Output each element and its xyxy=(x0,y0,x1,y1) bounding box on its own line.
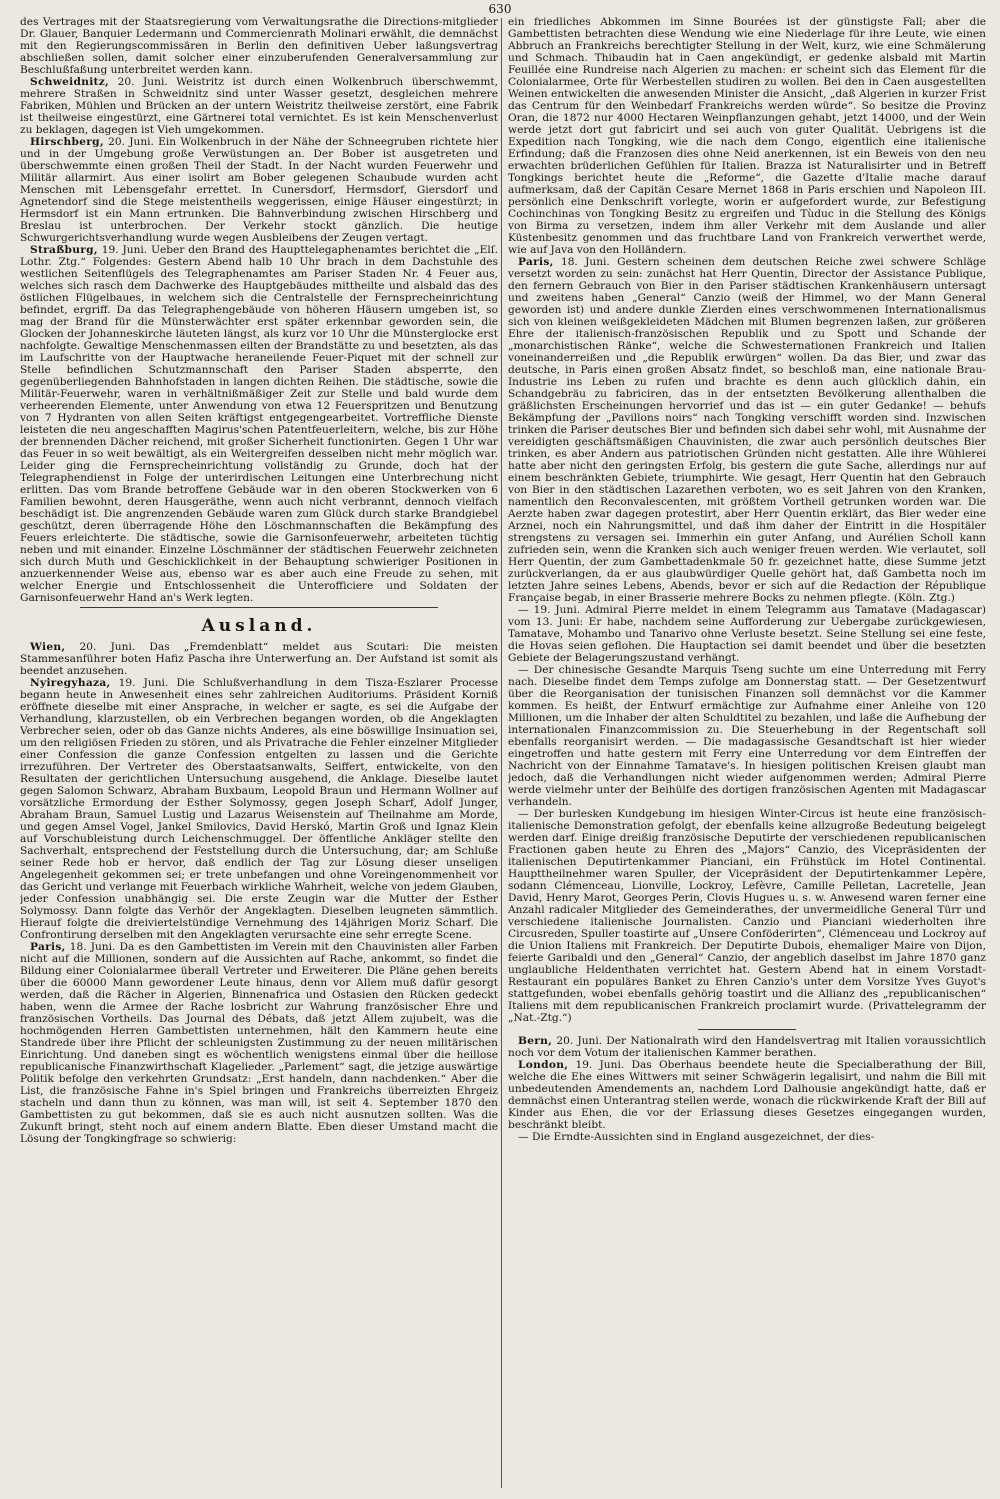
section-heading-ausland: Ausland. xyxy=(201,616,317,636)
dateline-nyiregyhaza: Nyiregyhaza, xyxy=(30,677,111,689)
article-demonstration: — Der burlesken Kundgebung im hiesigen Winter-Circus ist heute eine französisch-italienische Demonstration gefolgt, der ebenfalls keine allzugroße Bedeutung beigelegt werden darf. Einige dreißig französische Deputirte der verschiedenen republicanischen Fractionen gaben heute zu Ehren des „Majors“ Canzio, des Vicepräsidenten der italienischen Deputirtenkammer Pianciani, ein Frühstück im Hotel Continental. Haupttheilnehmer waren Spuller, der Vicepräsident der Deputirtenkammer Lepère, sodann Clémenceau, Lionville, Lockroy, Lefèvre, Camille Pelletan, Lacretelle, Jean David, Henry Marot, Georges Perin, Clovis Hugues u. s. w. Anwesend waren ferner eine Anzahl radicaler Mitglieder des Gemeinderathes, der unvermeidliche General Türr und verschiedene italienische Journalisten. Canzio und Pianciani wiederholten ihre Circusreden, Spuller toastirte auf „Unsere Conföderirten“, Clémenceau und Lockroy auf die Union Italiens mit Frankreich. Der Deputirte Dubois, ehemaliger Maire von Dijon, feierte Garibaldi und den „General“ Canzio, der angeblich daselbst im Jahre 1870 ganz unglaubliche Heldenthaten verrichtet hat. Gestern Abend hat in einem Vorstadt-Restaurant ein populäres Banket zu Ehren Canzio's unter dem Vorsitze Yves Guyot's stattgefunden, wobei ebenfalls gehörig toastirt und die Allianz des „republicanischen“ Italiens mit dem republicanischen Frankreich proclamirt wurde. (Privattelegramm der „Nat.-Ztg.“) xyxy=(508,808,986,1024)
dateline-schweidnitz: Schweidnitz, xyxy=(30,76,110,88)
article-text: 19. Juni. Ueber den Brand des Haupttelegaphenamtes berichtet die „Elſ. Lothr. Ztg.“ Folgendes: Gestern Abend halb 10 Uhr brach in dem Dachstuhle des westlichen Seitenflügels des Telegraphenamtes am Pariser Staden Nr. 4 Feuer aus, welches sich rasch dem Dachwerke des Hauptgebäudes mittheilte und alsbald das des östlichen Flügelbaues, in welchem sich die Centralstelle der Fernsprecheinrichtung befindet, ergriff. Da das Telegraphengebäude von höheren Häusern umgeben ist, so mag der Brand für die Münsterwächter erst später erkennbar geworden sein, die Glocken der Johanneskirche läuteten längst, als kurz vor 10 Uhr die Münsterglocke erst nachfolgte. Gewaltige Menschenmassen eilten der Brandstätte zu und besetzten, als das im Laufschritte von der Hauptwache heraneilende Feuer-Piquet mit der schnell zur Stelle befindlichen Schutzmannschaft den Pariser Staden absperrte, den gegenüberliegenden Bahnhofstaden in langen dichten Reihen. Die städtische, sowie die Militär-Feuerwehr, waren in verhältnißmäßiger Zeit zur Stelle und bald wurde dem verheerenden Elemente, unter Anwendung von etwa 12 Feuerspritzen und Benutzung von 7 Hydranten von allen Seiten kräftigst entgegengearbeitet. Vortreffliche Dienste leisteten die neu angeschafften Magirus'schen Patentfeuerleitern, welche, bis zur Höhe der brennenden Dächer reichend, mit großer Sicherheit functionirten. Gegen 1 Uhr war das Feuer in so weit bewältigt, als ein Weitergreifen desselben nicht mehr möglich war. Leider ging die Fernsprecheinrichtung vollständig zu Grunde, doch hat der Telegraphendienst in Folge der unterirdischen Leitungen eine Unterbrechung nicht erlitten. Das vom Brande betroffene Gebäude war in den oberen Stockwerken von 6 Familien bewohnt, deren Hausgeräthe, wenn auch nicht verbrannt, dennoch vielfach beschädigt ist. Die angrenzenden Gebäude waren zum Glück durch starke Brandgiebel geschützt, deren überragende Höhe den Löschmannschaften die Bekämpfung des Feuers erleichterte. Die städtische, sowie die Garnisonfeuerwehr, arbeiteten tüchtig neben und mit einander. Einzelne Löschmänner der städtischen Feuerwehr zeichneten sich durch Muth und Geschicklichkeit in der Behauptung schwieriger Positionen in anzuerkennender Weise aus, ebenso war es aber auch eine Freude zu sehen, mit welcher Energie und Entschlossenheit die Unterofficiere und Soldaten der Garnisonfeuerwehr Hand an's Werk legten. xyxy=(20,244,498,604)
right-column xyxy=(508,16,986,1491)
article-chinesische-gesandte: — Der chinesische Gesandte Marquis Tseng suchte um eine Unterredung mit Ferry nach. Dieselbe findet dem Temps zufolge am Donnerstag statt. — Der Gesetzentwurf über die Reorganisation der tunisischen Finanzen soll demnächst vor die Kammer kommen. Es heißt, der Entwurf ermächtige zur Aufnahme einer Anleihe von 120 Millionen, um die Inhaber der alten Schuldtitel zu bezahlen, und laße die Aufhebung der internationalen Finanzcommission zu. Die Steuerhebung in der Regentschaft soll ebenfalls reorganisirt werden. — Die madagassische Gesandtschaft ist hier wieder eingetroffen und hatte gestern mit Ferry eine Unterredung vor dem Eintreffen der Nachricht von der Einnahme Tamatave's. In hiesigen politischen Kreisen glaubt man jedoch, daß die Verhandlungen nicht wieder aufgenommen werden; Admiral Pierre werde vielmehr unter der Beihülfe des dortigen französischen Agenten mit Madagascar verhandeln. xyxy=(508,664,986,808)
column-divider xyxy=(501,18,502,1488)
article-nyiregyhaza xyxy=(20,677,498,941)
article-text: 18. Juni. Gestern scheinen dem deutschen Reiche zwei schwere Schläge versetzt worden zu sein: zunächst hat Herr Quentin, Director der Assistance Publique, den fernern Gebrauch von Bier in den Pariser städtischen Krankenhäusern untersagt und zweitens haben „General“ Canzio (weiß der Himmel, wo der Mann General geworden ist) und andere dunkle Zierden eines verschwommenen Internationalismus sich von kleinen weißgekleideten Mädchen mit Blumen begrenzen laßen, zur größeren Ehre der italienisch-französischen Republik und zu Spott und Schande der „monarchistischen Ränke“, welche die Schwesternationen Frankreich und Italien voneinanderreißen und „die Republik erwürgen“ wollen. Da das Bier, und zwar das deutsche, in Paris einen großen Absatz findet, so beschloß man, eine nationale Brau-Industrie ins Leben zu rufen und brachte es denn auch glücklich dahin, ein Schandgebräu zu fabriciren, das in der entsetzten Bevölkerung allenthalben die gräßlichsten Erscheinungen hervorrief und das ist — ein guter Gedanke! — behufs Bekämpfung der „Pavillons noirs“ nach Tongking verschifft worden sind. Inzwischen trinken die Pariser deutsches Bier und befinden sich dabei sehr wohl, mit Ausnahme der vereidigten geschäftsmäßigen Chauvinisten, die zwar auch persönlich deutsches Bier trinken, es aber Andern aus patriotischen Gründen nicht gestatten. Alle ihre Wühlerei hatte aber nicht den geringsten Erfolg, bis gestern die gute Sache, allerdings nur auf einem beschränkten Gebiete, triumphirte. Wie gesagt, Herr Quentin hat den Gebrauch von Bier in den städtischen Lazarethen verboten, wo es seit Jahren von den Kranken, namentlich den Reconvalescenten, mit größtem Vortheil getrunken worden war. Die Aerzte haben zwar dagegen protestirt, aber Herr Quentin erklärt, das Bier weder eine Arznei, noch ein Nahrungsmittel, und daß ihm daher der Eintritt in die Hospitäler strengstens zu versagen sei. Immerhin ein guter Anfang, und Aurélien Scholl kann zufrieden sein, wenn die Kranken sich auch weniger freuen werden. Wie verlautet, soll Herr Quentin, der zum Gambettadenkmale 50 fr. gezeichnet hatte, diese Summe jetzt zurückverlangen, da er aus glaubwürdiger Quelle gehört hat, daß Gambetta noch im letzten Jahre seines Lebens, Abends, bevor er sich auf die Redaction der République Française begab, in einer Brasserie mehrere Bocks zu nehmen pflegte. (Köln. Ztg.) xyxy=(508,256,986,604)
article-strassburg xyxy=(20,244,498,604)
article-continuation: ein friedliches Abkommen im Sinne Bourées ist der günstigste Fall; aber die Gambettisten betrachten diese Wendung wie eine Niederlage für ihre Leute, wie einen Abbruch an Frankreichs berechtigter Stellung in der Welt, kurz, wie eine Schmälerung und Schmach. Thibaudin hat in Caen angekündigt, er gedenke alsbald mit Martin Feuillée eine Rundreise nach Algerien zu machen: er scheint sich das Element für die Colonialarmee, Orte für Werbestellen studiren zu wollen. Bei den in Caen ausgestellten Weinen entwickelten die anwesenden Minister die Ansicht, „daß Algerien in kurzer Frist das Centrum für den Weinbedarf Frankreichs werden würde“. So besitze die Provinz Oran, die 1872 nur 4000 Hectaren Weinpflanzungen gehabt, jetzt 14000, und der Wein werde jetzt dort gut fabricirt und sei auch von guter Qualität. Uebrigens ist die Expedition nach Tongking, wie die nach dem Congo, eigentlich eine italienische Erfindung; daß die Franzosen dies ohne Neid anerkennen, ist ein Beweis von den neu erwachten brüderlichen Gefühlen für Italien. Brazza ist Naturalisirter und in Betreff Tongkings berichtet heute die „Reforme“, die Gazette d'Italie mache darauf aufmerksam, daß der Capitän Cesare Mernet 1868 in Paris erschien und Napoleon III. persönlich eine Denkschrift vorlegte, worin er aufgefordert wurde, zur Befestigung Cochinchinas von Tongking Besitz zu ergreifen und Tùduc in die Stellung des Königs von Birma zu versetzen, indem ihm aller Verkehr mit dem Auslande und aller Küstenbesitz genommen und das fruchtbare Land von Frankreich verwerthet werde, wie auf Java von den Holländern. xyxy=(508,16,986,256)
section-divider xyxy=(80,607,438,608)
article-divider xyxy=(698,1029,796,1030)
dateline-paris: Paris, xyxy=(30,941,66,953)
left-column xyxy=(20,16,498,1491)
article-schweidnitz xyxy=(20,76,498,136)
article-text: 20. Juni. Das „Fremdenblatt“ meldet aus Scutari: Die meisten Stammesanführer boten Hafiz Pascha ihre Unterwerfung an. Der Aufstand ist somit als beendet anzusehen. xyxy=(20,641,498,677)
dateline-hirschberg: Hirschberg, xyxy=(30,136,104,148)
article-tamatave: — 19. Juni. Admiral Pierre meldet in einem Telegramm aus Tamatave (Madagascar) vom 13. Juni: Er habe, nachdem seine Aufforderung zur Uebergabe zurückgewiesen, Tamatave, Mohambo und Tanarivo ohne Verluste besetzt. Seine Stellung sei eine feste, die Hovas seien geflohen. Die Hauptaction sei damit beendet und über die besetzten Gebiete der Belagerungszustand verhängt. xyxy=(508,604,986,664)
dateline-bern: Bern, xyxy=(518,1035,553,1047)
article-text: 19. Juni. Das Oberhaus beendete heute die Specialberathung der Bill, welche die Ehe eines Wittwers mit seiner Schwägerin legalisirt, und nahm die Bill mit unbedeutenden Amendements an, nachdem Lord Dalhousie angekündigt hatte, daß er demnächst einen Unterantrag stellen werde, wonach die rückwirkende Kraft der Bill auf Kinder aus Ehen, die vor der Erlassung dieses Gesetzes eingegangen wurden, beschränkt bleibt. xyxy=(508,1059,986,1131)
dateline-london: London, xyxy=(518,1059,569,1071)
article-london xyxy=(508,1059,986,1131)
article-continuation: des Vertrages mit der Staatsregierung vom Verwaltungsrathe die Directions-mitglieder Dr. Glauer, Banquier Ledermann und Commercienrath Molinari erwählt, die demnächst mit den Regierungscommissären in Berlin den definitiven Ueber laßungsvertrag abschließen sollen, damit solcher einer einzuberufenden Generalversammlung zur Beschlußfaßung unterbreitet werden kann. xyxy=(20,16,498,76)
article-paris xyxy=(20,941,498,1145)
article-text: 20. Juni. Weistritz ist durch einen Wolkenbruch überschwemmt, mehrere Straßen in Schweidnitz sind unter Wasser gesetzt, desgleichen mehrere Fabriken, Mühlen und Brücken an der untern Weistritz theilweise zerstört, eine Fabrik ist theilweise eingestürzt, eine Gärtnerei total vernichtet. Es ist kein Menschenverlust zu beklagen, dagegen ist Vieh umgekommen. xyxy=(20,76,498,136)
page-number: 630 xyxy=(488,2,512,16)
dateline-wien: Wien, xyxy=(30,641,66,653)
article-wien xyxy=(20,641,498,677)
article-text: 18. Juni. Da es den Gambettisten im Verein mit den Chauvinisten aller Farben nicht auf die Millionen, sondern auf die Aussichten auf Rache, ankommt, so findet die Bildung einer Colonialarmee überall Vertreter und Erweiterer. Die Pläne gehen bereits über die 60000 Mann gewordener Leute hinaus, denn vor Allem muß dafür gesorgt werden, daß die Rächer in Algerien, Binnenafrica und Ostasien den Rücken gedeckt haben, wenn die Armee der Rache losbricht zur Wahrung französischer Ehre und französischen Vortheils. Das Journal des Débats, daß jetzt Allem zujubelt, was die hochmögenden Herren Gambettisten unternehmen, hält den Kammern heute eine Standrede über ihre Pflicht der schleunigsten Zustimmung zu der neuen militärischen Einrichtung. Und daneben singt es wöchentlich wenigstens einmal über die heillose republicanische Finanzwirthschaft Klagelieder. „Parlement“ sagt, die jetzige auswärtige Politik befolge den verkehrten Grundsatz: „Erst handeln, dann nachdenken.“ Aber die List, die französische Fahne in's Spiel bringen und Frankreichs überreizten Ehrgeiz stacheln und dann thun zu können, was man will, ist seit 4. September 1870 den Gambettisten zu gut bekommen, daß sie es auch nicht ausnutzen sollten. Was die Zukunft bringt, steht noch auf einem andern Blatte. Eben dieser Umstand macht die Lösung der Tongkingfrage so schwierig: xyxy=(20,941,498,1145)
article-text: 20. Juni. Der Nationalrath wird den Handelsvertrag mit Italien voraussichtlich noch vor dem Votum der italienischen Kammer berathen. xyxy=(508,1035,986,1059)
article-text: 19. Juni. Die Schlußverhandlung in dem Tisza-Eszlarer Processe begann heute in Anwesenheit eines sehr zahlreichen Auditoriums. Präsident Korniß eröffnete dieselbe mit einer Ansprache, in welcher er sagte, es sei die Aufgabe der Verhandlung, klarzustellen, ob ein Verbrechen begangen worden, ob die Angeklagten Verbrecher seien, oder ob das Ganze nichts Anderes, als eine böswillige Insinuation sei, um den religiösen Frieden zu stören, und als Privatrache die Fehler einzelner Mitglieder einer Confession die ganze Confession entgelten zu lassen und die Gerichte irrezuführen. Der Vertreter des Oberstaatsanwalts, Seiffert, entwickelte, von den Resultaten der gerichtlichen Untersuchung ausgehend, die Anklage. Dieselbe lautet gegen Salomon Schwarz, Abraham Buxbaum, Leopold Braun und Hermann Wollner auf vorsätzliche Ermordung der Esther Solymossy, gegen Joseph Scharf, Adolf Junger, Abraham Braun, Samuel Lustig und Lazarus Weisenstein auf Theilnahme am Morde, und gegen Amsel Vogel, Jankel Smilovics, David Herskó, Martin Groß und Ignaz Klein auf Vorschubleistung durch Leichenschmuggel. Der öffentliche Ankläger stellte den Sachverhalt, entsprechend der Feststellung durch die Untersuchung, dar; am Schluße seiner Rede hob er hervor, daß endlich der Tag zur Lösung dieser unseligen Angelegenheit gekommen sei; er trete unbefangen und ohne Voreingenommenheit vor das Gericht und verlange mit Feuerbach wirkliche Wahrheit, welche von jedem Glauben, jeder Confession unabhängig sei. Die erste Zeugin war die Mutter der Esther Solymossy. Dann folgte das Verhör der Angeklagten. Dieselben leugneten sämmtlich. Hierauf folgte die dreiviertelstündige Vernehmung des 14jährigen Moriz Scharf. Die Confrontirung derselben mit den Angeklagten verursachte eine sehr erregte Scene. xyxy=(20,677,498,941)
article-text: 20. Juni. Ein Wolkenbruch in der Nähe der Schneegruben richtete hier und in der Umgebung große Verwüstungen an. Der Bober ist ausgetreten und überschwemmte einen großen Theil der Stadt. In der Nacht wurden Feuerwehr und Militär allarmirt. Aus einer isolirt am Bober gelegenen Schaubude wurden acht Menschen mit Lebensgefahr errettet. In Cunersdorf, Hermsdorf, Giersdorf und Agnetendorf sind die Stege meistentheils weggerissen, einige Häuser eingestürzt; in Hermsdorf ist ein Mann ertrunken. Die Bahnverbindung zwischen Hirschberg und Breslau ist unterbrochen. Der Verkehr stockt gänzlich. Die heutige Schwurgerichtsverhandlung wurde wegen Ausbleibens der Zeugen vertagt. xyxy=(20,136,498,244)
article-hirschberg xyxy=(20,136,498,244)
article-erndte: — Die Erndte-Aussichten sind in England ausgezeichnet, der dies- xyxy=(518,1131,875,1143)
dateline-paris: Paris, xyxy=(518,256,554,268)
article-paris-bier xyxy=(508,256,986,604)
dateline-strassburg: Straßburg, xyxy=(30,244,98,256)
article-bern xyxy=(508,1035,986,1059)
